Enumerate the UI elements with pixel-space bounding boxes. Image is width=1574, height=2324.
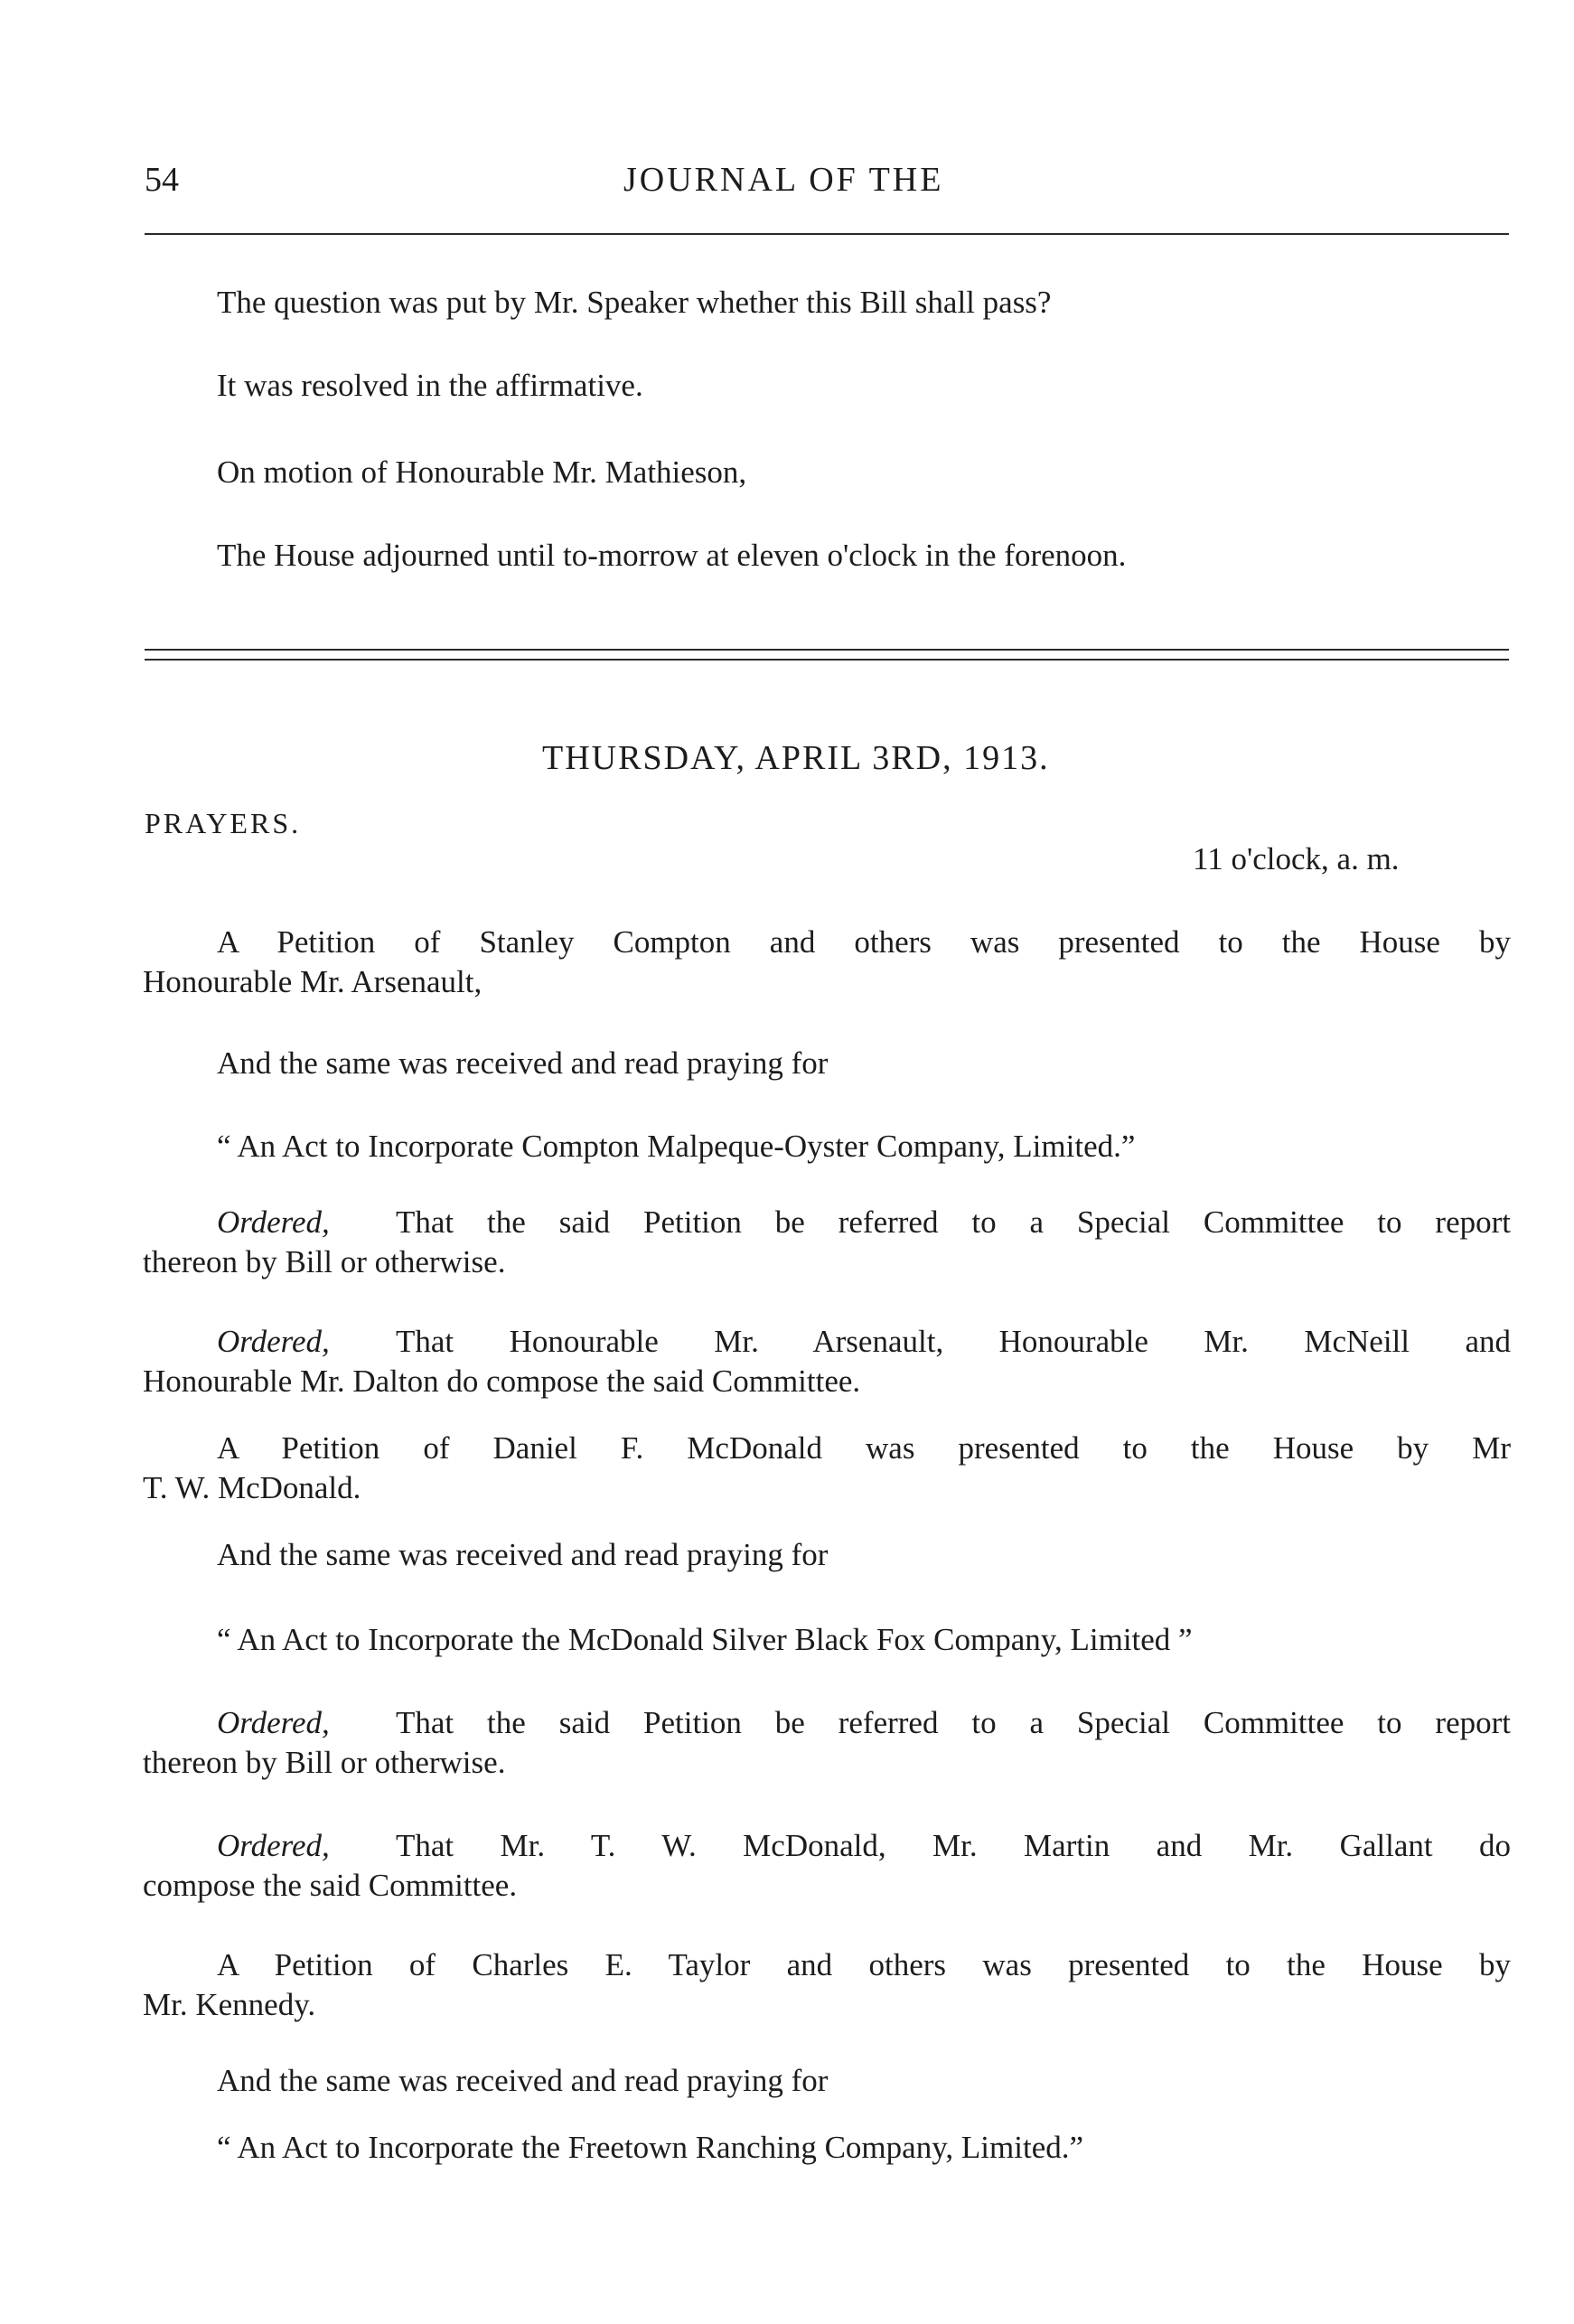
petition-3-received: And the same was received and read praying for: [217, 2063, 829, 2098]
separator-rule-top: [145, 649, 1509, 651]
motion-line: On motion of Honourable Mr. Mathieson,: [217, 454, 747, 490]
petition-1-ordered-2-word: Ordered,: [217, 1324, 330, 1359]
petition-2-line-1: A Petition of Daniel F. McDonald was presented to the House by Mr: [217, 1430, 1511, 1466]
petition-3-line-1: A Petition of Charles E. Taylor and others was presented to the House by: [217, 1947, 1511, 1982]
question-line: The question was put by Mr. Speaker whether this Bill shall pass?: [217, 285, 1052, 320]
petition-1-ordered-1-word: Ordered,: [217, 1204, 330, 1240]
date-heading: THURSDAY, APRIL 3RD, 1913.: [542, 739, 1050, 777]
petition-2-ordered-2-word: Ordered,: [217, 1828, 330, 1863]
petition-3-line-2: Mr. Kennedy.: [143, 1987, 316, 2022]
petition-1-line-2: Honourable Mr. Arsenault,: [143, 964, 483, 999]
header-rule: [145, 233, 1509, 235]
petition-1-act-title: “ An Act to Incorporate Compton Malpeque-Oyster Company, Limited.”: [217, 1129, 1136, 1164]
time-label: 11 o'clock, a. m.: [1193, 841, 1400, 876]
petition-1-ordered-2-line-2: Honourable Mr. Dalton do compose the said Committee.: [143, 1363, 861, 1399]
petition-2-ordered-1-line-1: That the said Petition be referred to a Special Committee to report: [396, 1705, 1511, 1740]
petition-2-ordered-2-line-2: compose the said Committee.: [143, 1868, 518, 1903]
petition-1-line-1: A Petition of Stanley Compton and others was presented to the House by: [217, 924, 1511, 960]
petition-2-ordered-2-line-1: That Mr. T. W. McDonald, Mr. Martin and Mr. Gallant do: [396, 1828, 1511, 1863]
petition-2-act-title: “ An Act to Incorporate the McDonald Silver Black Fox Company, Limited ”: [217, 1622, 1193, 1657]
petition-2-ordered-1-word: Ordered,: [217, 1705, 330, 1740]
page-number: 54: [145, 161, 179, 199]
adjourn-line: The House adjourned until to-morrow at eleven o'clock in the forenoon.: [217, 538, 1127, 573]
petition-2-ordered-1-line-2: thereon by Bill or otherwise.: [143, 1745, 506, 1780]
petition-1-ordered-2-line-1: That Honourable Mr. Arsenault, Honourable Mr. McNeill and: [396, 1324, 1511, 1359]
petition-1-received: And the same was received and read praying for: [217, 1045, 829, 1081]
petition-3-act-title: “ An Act to Incorporate the Freetown Ranching Company, Limited.”: [217, 2130, 1084, 2165]
running-title: JOURNAL OF THE: [623, 161, 944, 199]
separator-rule-bottom: [145, 659, 1509, 661]
prayers-label: PRAYERS.: [145, 807, 302, 839]
resolved-line: It was resolved in the affirmative.: [217, 368, 643, 403]
petition-2-line-2: T. W. McDonald.: [143, 1470, 361, 1505]
petition-1-ordered-1-line-2: thereon by Bill or otherwise.: [143, 1244, 506, 1279]
petition-1-ordered-1-line-1: That the said Petition be referred to a Special Committee to report: [396, 1204, 1511, 1240]
petition-2-received: And the same was received and read praying for: [217, 1537, 829, 1572]
